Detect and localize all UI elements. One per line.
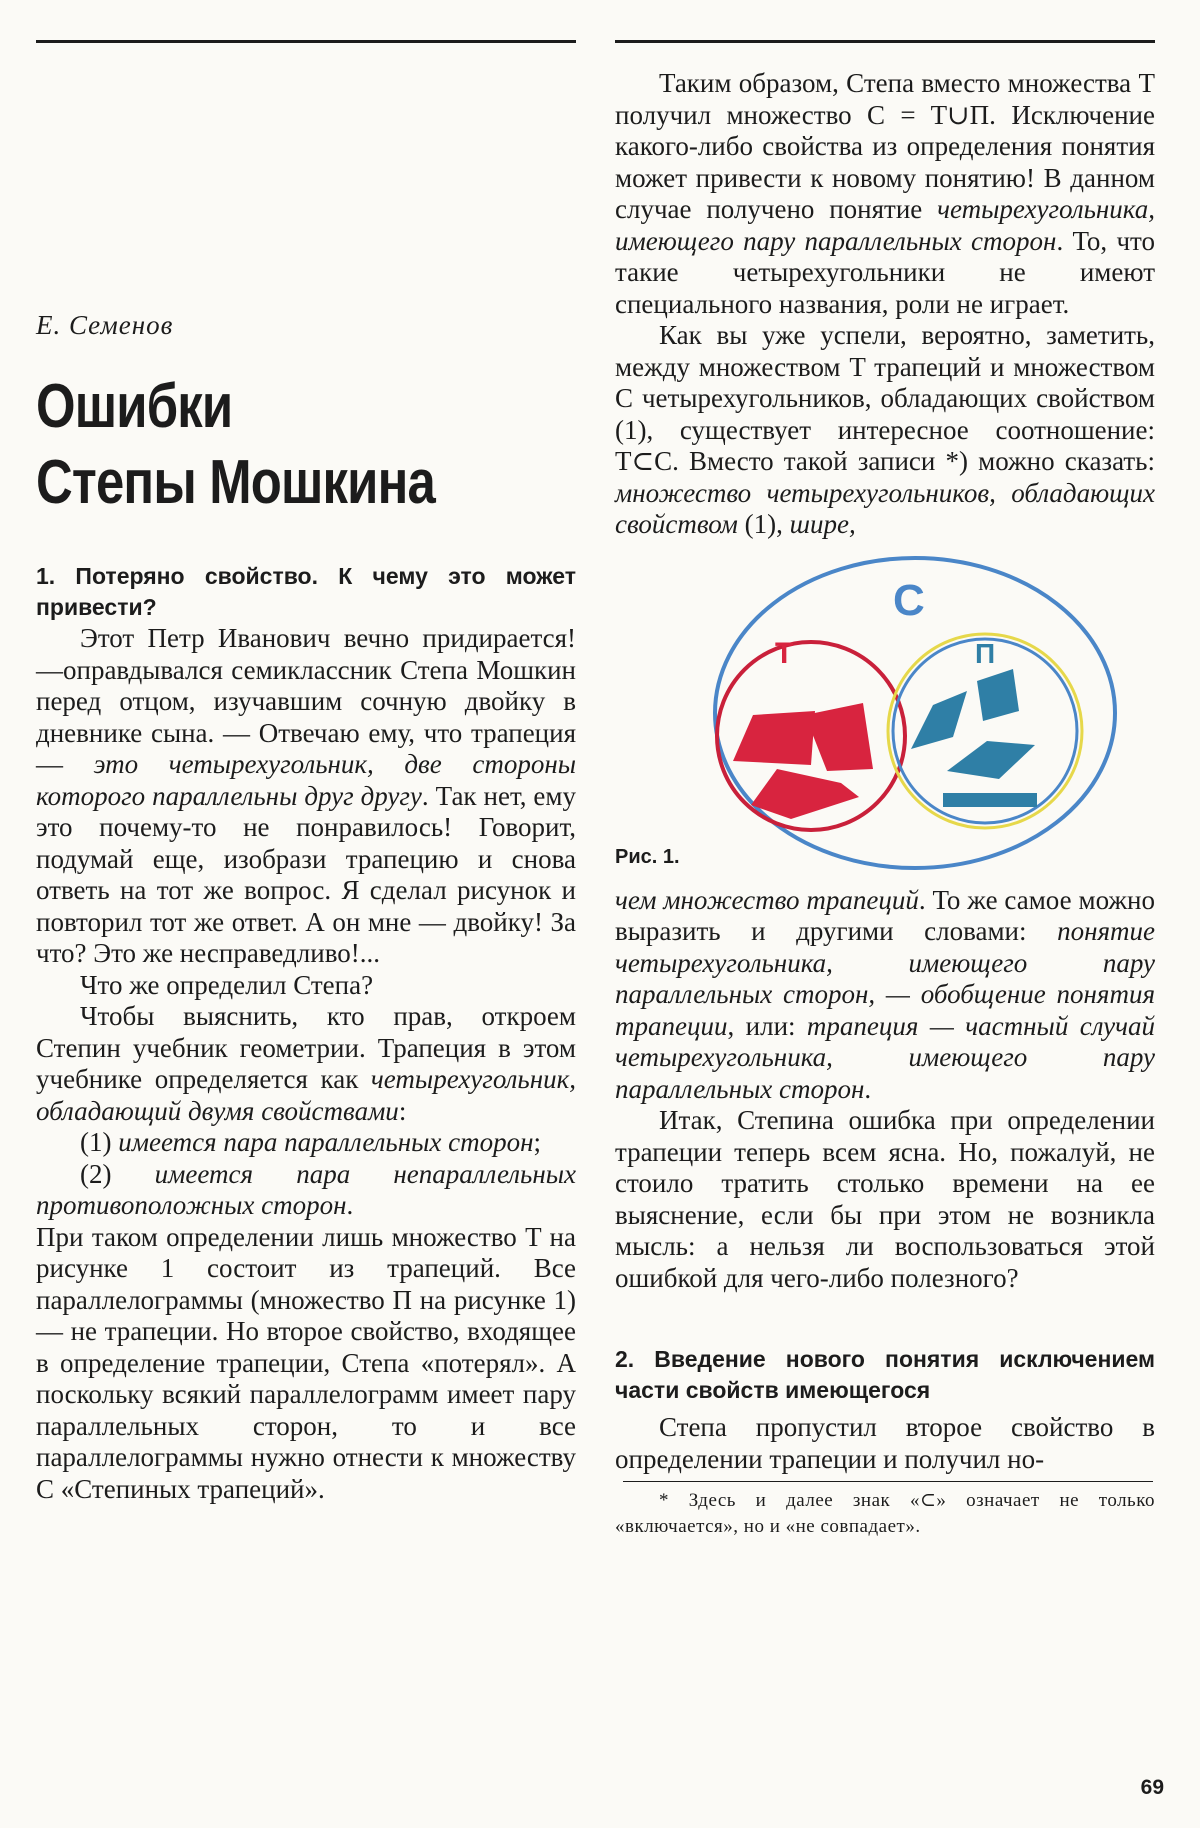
parallelogram-shape bbox=[943, 793, 1037, 807]
figure-caption: Рис. 1. bbox=[615, 845, 680, 868]
property-2 bbox=[36, 1159, 576, 1222]
right-column bbox=[615, 68, 1155, 1540]
footnote-rule bbox=[623, 1481, 1153, 1482]
top-rule-right bbox=[615, 40, 1155, 43]
text-run: (1) bbox=[80, 1127, 119, 1157]
italic-run: это четырехугольник, две стороны которого параллельны друг другу bbox=[36, 749, 577, 811]
italic-run: четырехугольник, обладающий двумя свойствами bbox=[36, 1064, 576, 1126]
page-number: 69 bbox=[1140, 1776, 1164, 1799]
text-run: (2) bbox=[80, 1158, 155, 1189]
paragraph: При таком определении лишь множество T на рисунке 1 состоит из трапеций. Все параллелограммы (множество П на рисунке 1) — не трапеции. Но второе свойство, входящее в определение трапеции, Степа «потерял». А поскольку всякий параллелограмм имеет пару параллельных сторон, то и все параллелограммы нужно отнести к множеству C «Степиных трапеций». bbox=[36, 1221, 576, 1504]
text-run: , или: bbox=[727, 1010, 807, 1041]
text-run: Таким образом, Степа вместо множества T получил множество C = T∪П. Исключение какого-либо свойства из определения понятия может привести к новому понятию! В данном случае получено понятие bbox=[615, 68, 1155, 224]
text-run: ; bbox=[533, 1127, 542, 1157]
author: Е. Семенов bbox=[36, 310, 174, 340]
property-1 bbox=[36, 1127, 576, 1159]
text-run: Как вы уже успели, вероятно, заметить, между множеством T трапеций и множеством C четырехугольников, обладающих свойством (1), существует интересное соотношение: T⊂C. Вместо такой записи *) можно сказать: bbox=[615, 320, 1155, 476]
paragraph bbox=[615, 885, 1155, 1106]
paragraph: Итак, Степина ошибка при определении трапеции теперь всем ясна. Но, пожалуй, не стоило тратить столько времени на ее выяснение, если бы при этом не возникла мысль: а нельзя ли воспользоваться этой ошибкой для чего-либо полезного? bbox=[615, 1105, 1155, 1293]
label-c: С bbox=[893, 575, 925, 625]
text-run: : bbox=[398, 1095, 407, 1126]
paragraph: Что же определил Степа? bbox=[80, 969, 374, 1000]
trapezoid-shape bbox=[733, 711, 815, 765]
italic-run: четырехугольника, имеющего пару параллельных сторон bbox=[615, 194, 1155, 256]
section-1-heading: 1. Потеряно свойство. К чему это может привести? bbox=[36, 563, 576, 620]
top-rule-left bbox=[36, 40, 576, 43]
trapezoid-shape bbox=[751, 769, 859, 819]
italic-run: чем множество трапеций bbox=[615, 884, 919, 915]
parallelogram-shape bbox=[947, 741, 1035, 779]
text-run: . Так нет, ему это почему-то не понравилось! Говорит, подумай еще, изобрази трапецию и снова ответь на тот же вопрос. Я сделал рисунок и повторил тот же ответ. А он мне — двойку! За что? Это же несправедливо!... bbox=[36, 780, 576, 968]
text-run: Чтобы выяснить, кто прав, откроем Степин учебник геометрии. Трапеция в этом учебнике определяется как bbox=[36, 1001, 576, 1094]
italic-run: шире, bbox=[789, 509, 856, 539]
paragraph bbox=[36, 623, 576, 970]
section-2-heading: 2. Введение нового понятия исключением части свойств имеющегося bbox=[615, 1346, 1155, 1403]
text-run: . bbox=[346, 1190, 354, 1220]
text-run: (1), bbox=[737, 509, 790, 539]
paragraph bbox=[36, 1001, 576, 1127]
italic-run: имеется пара параллельных сторон bbox=[118, 1127, 534, 1157]
paragraph bbox=[615, 320, 1155, 541]
paragraph: Степа пропустил второе свойство в определении трапеции и получил но- bbox=[615, 1412, 1155, 1474]
paragraph bbox=[615, 68, 1155, 320]
italic-run: множество четырехугольников, обладающих свойством bbox=[615, 477, 1155, 539]
italic-run: понятие четырехугольника, имеющего пару параллельных сторон, — обобщение понятия трапеции bbox=[615, 916, 1155, 1041]
text-run: Этот Петр Иванович вечно придирается! —оправдывался семиклассник Степа Мошкин перед отцом, изучавшим сочную двойку в дневнике сына. — Отвечаю ему, что трапеция — bbox=[36, 623, 576, 779]
italic-run: имеется пара непараллельных противоположных сторон bbox=[36, 1158, 576, 1220]
parallelogram-shape bbox=[977, 669, 1019, 721]
parallelogram-shape bbox=[911, 691, 967, 749]
text-run: . То, что такие четырехугольники не имеют специального названия, роли не играет. bbox=[615, 225, 1155, 319]
article-title bbox=[36, 369, 479, 521]
label-t: Т bbox=[775, 636, 794, 670]
text-run: . bbox=[864, 1073, 872, 1104]
label-p: П bbox=[975, 637, 996, 669]
left-column bbox=[36, 60, 576, 1505]
figure-1 bbox=[615, 553, 1155, 881]
title-line-1: Ошибки bbox=[36, 372, 233, 441]
text-run: . То же самое можно выразить и другими словами: bbox=[615, 884, 1155, 946]
trapezoid-shape bbox=[805, 703, 873, 771]
set-diagram bbox=[615, 553, 1155, 881]
italic-run: трапеция — частный случай четырехугольника, имеющего пару параллельных сторон bbox=[615, 1010, 1155, 1104]
footnote: * Здесь и далее знак «⊂» означает не только «включается», но и «не совпадает». bbox=[615, 1490, 1155, 1537]
title-line-2: Степы Мошкина bbox=[36, 448, 435, 517]
